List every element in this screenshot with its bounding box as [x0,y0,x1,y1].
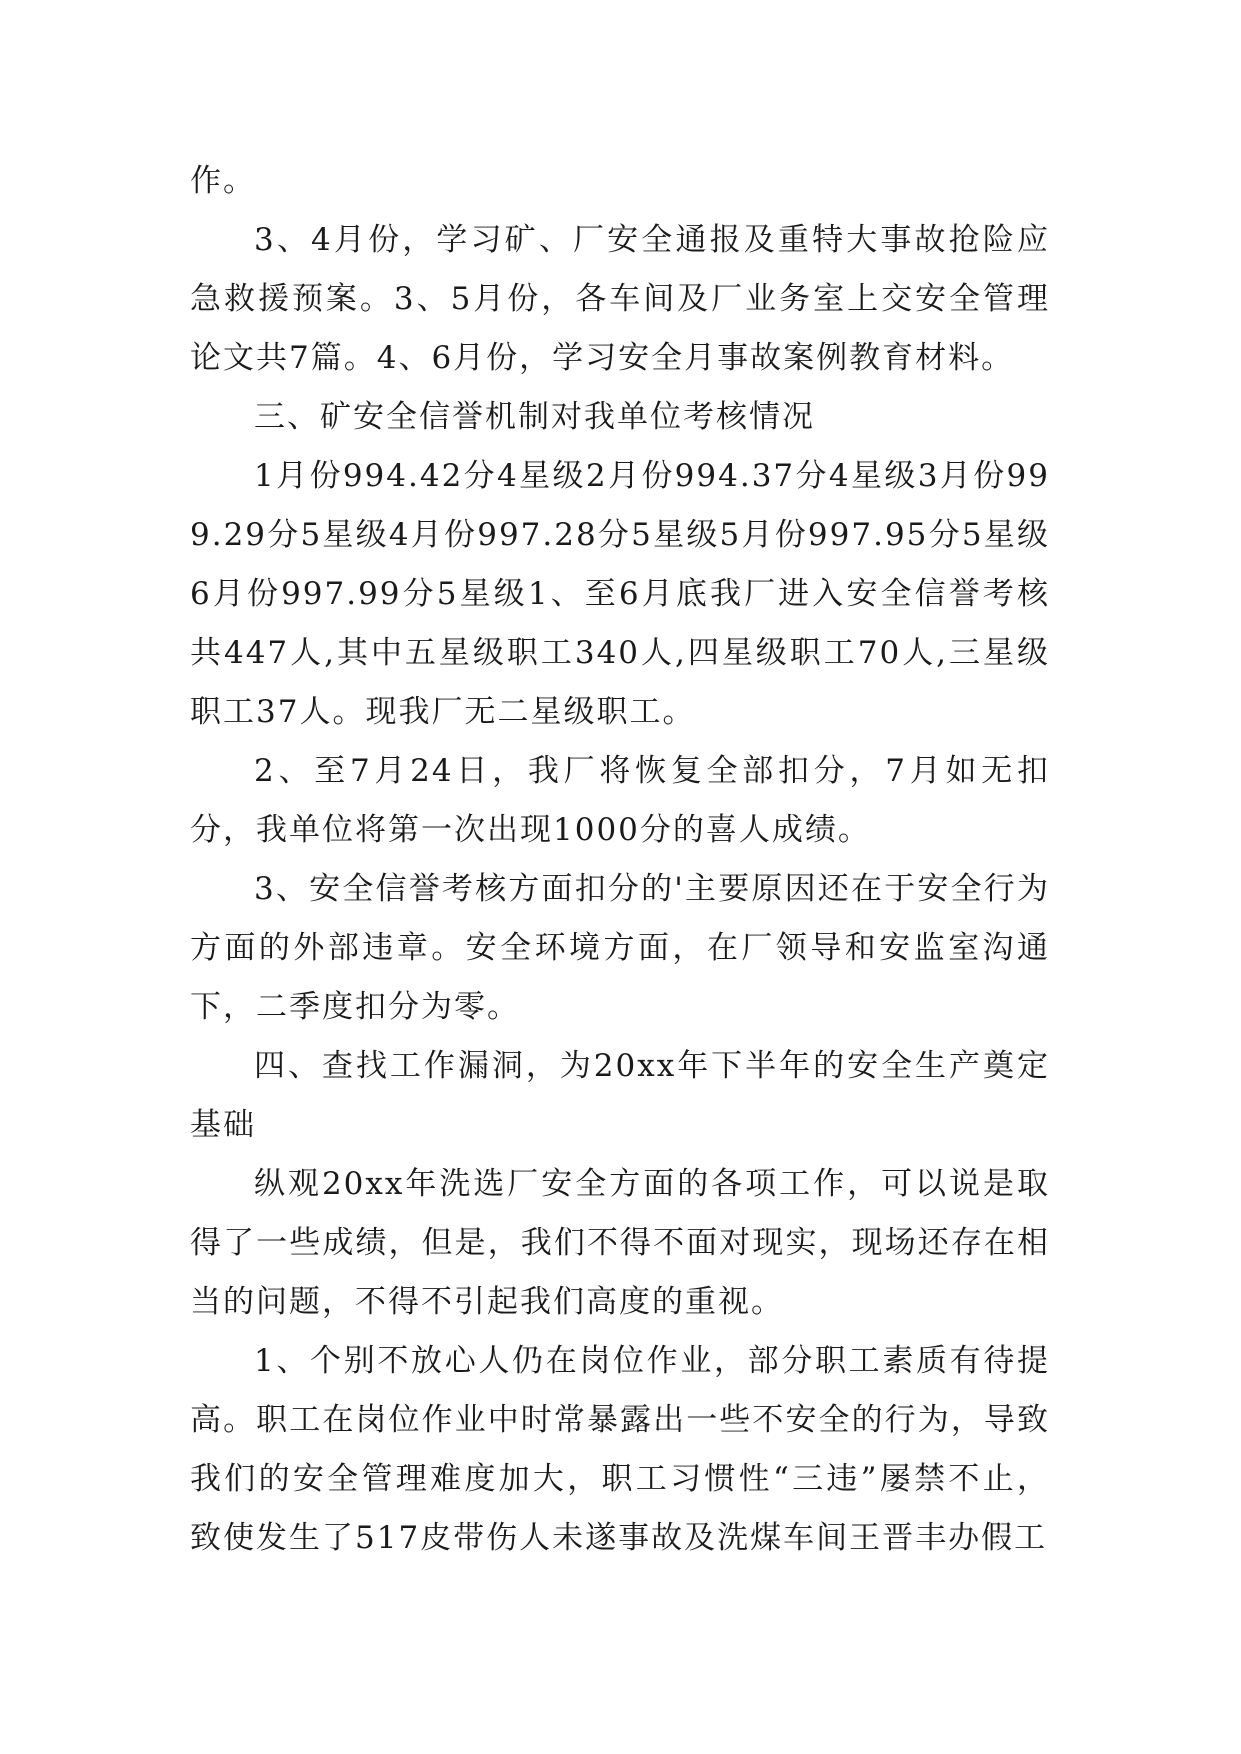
document-body [190,152,1050,1568]
paragraph-deduction-reasons: 3、安全信誉考核方面扣分的'主要原因还在于安全行为方面的外部违章。安全环境方面，在厂领导和安监室沟通下，二季度扣分为零。 [190,871,1050,1025]
paragraph-restore-points: 2、至7月24日，我厂将恢复全部扣分，7月如无扣分，我单位将第一次出现1000分的喜人成绩。 [190,753,1050,848]
paragraph-continuation: 作。 [190,163,256,199]
section-heading-4: 四、查找工作漏洞，为20xx年下半年的安全生产奠定基础 [190,1048,1050,1143]
paragraph-monthly-scores: 1月份994.42分4星级2月份994.37分4星级3月份999.29分5星级4月份997.28分5星级5月份997.95分5星级6月份997.99分5星级1、至6月底我厂进入安全信誉考核共447人,其中五星级职工340人,四星级职工70人,三星级职工37人。现我厂无二星级职工。 [190,458,1050,730]
paragraph-issue-1: 1、个别不放心人仍在岗位作业，部分职工素质有待提高。职工在岗位作业中时常暴露出一些不安全的行为，导致我们的安全管理难度加大，职工习惯性“三违”屡禁不止，致使发生了517皮带伤人未遂事故及洗煤车间王晋丰办假工 [190,1343,1050,1556]
section-heading-3: 三、矿安全信誉机制对我单位考核情况 [254,399,815,435]
paragraph-overview: 纵观20xx年洗选厂安全方面的各项工作，可以说是取得了一些成绩，但是，我们不得不面对现实，现场还存在相当的问题，不得不引起我们高度的重视。 [190,1166,1050,1320]
paragraph-monthly-study: 3、4月份，学习矿、厂安全通报及重特大事故抢险应急救援预案。3、5月份，各车间及厂业务室上交安全管理论文共7篇。4、6月份，学习安全月事故案例教育材料。 [190,222,1050,376]
